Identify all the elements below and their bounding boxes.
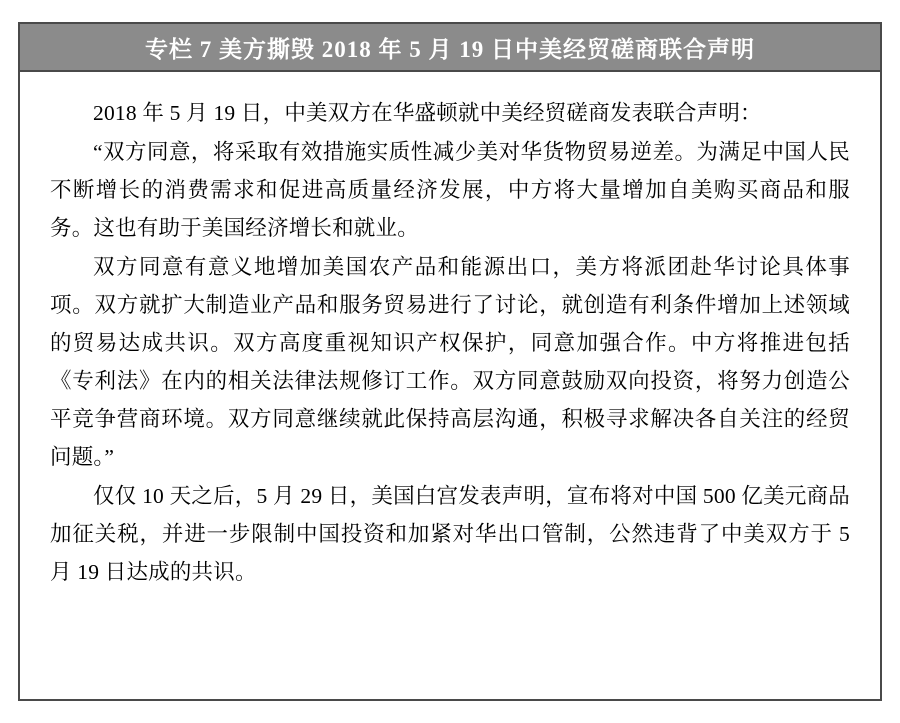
textbox-panel [18, 22, 882, 701]
textbox-body [20, 72, 880, 699]
paragraph-4: 仅仅 10 天之后，5 月 29 日，美国白宫发表声明，宣布将对中国 500 亿美元商品加征关税，并进一步限制中国投资和加紧对华出口管制，公然违背了中美双方于 5 月 19 日达成的共识。 [50, 484, 850, 584]
paragraph-3: 双方同意有意义地增加美国农产品和能源出口，美方将派团赴华讨论具体事项。双方就扩大制造业产品和服务贸易进行了讨论，就创造有利条件增加上述领域的贸易达成共识。双方高度重视知识产权保护，同意加强合作。中方将推进包括《专利法》在内的相关法律法规修订工作。双方同意鼓励双向投资，将努力创造公平竞争营商环境。双方同意继续就此保持高层沟通，积极寻求解决各自关注的经贸问题。” [50, 255, 850, 469]
textbox-header [20, 24, 880, 72]
textbox-title: 专栏 7 美方撕毁 2018 年 5 月 19 日中美经贸磋商联合声明 [145, 36, 755, 62]
paragraph-2: “双方同意，将采取有效措施实质性减少美对华货物贸易逆差。为满足中国人民不断增长的消费需求和促进高质量经济发展，中方将大量增加自美购买商品和服务。这也有助于美国经济增长和就业。 [50, 140, 850, 240]
paragraph-1: 2018 年 5 月 19 日，中美双方在华盛顿就中美经贸磋商发表联合声明： [93, 101, 762, 125]
